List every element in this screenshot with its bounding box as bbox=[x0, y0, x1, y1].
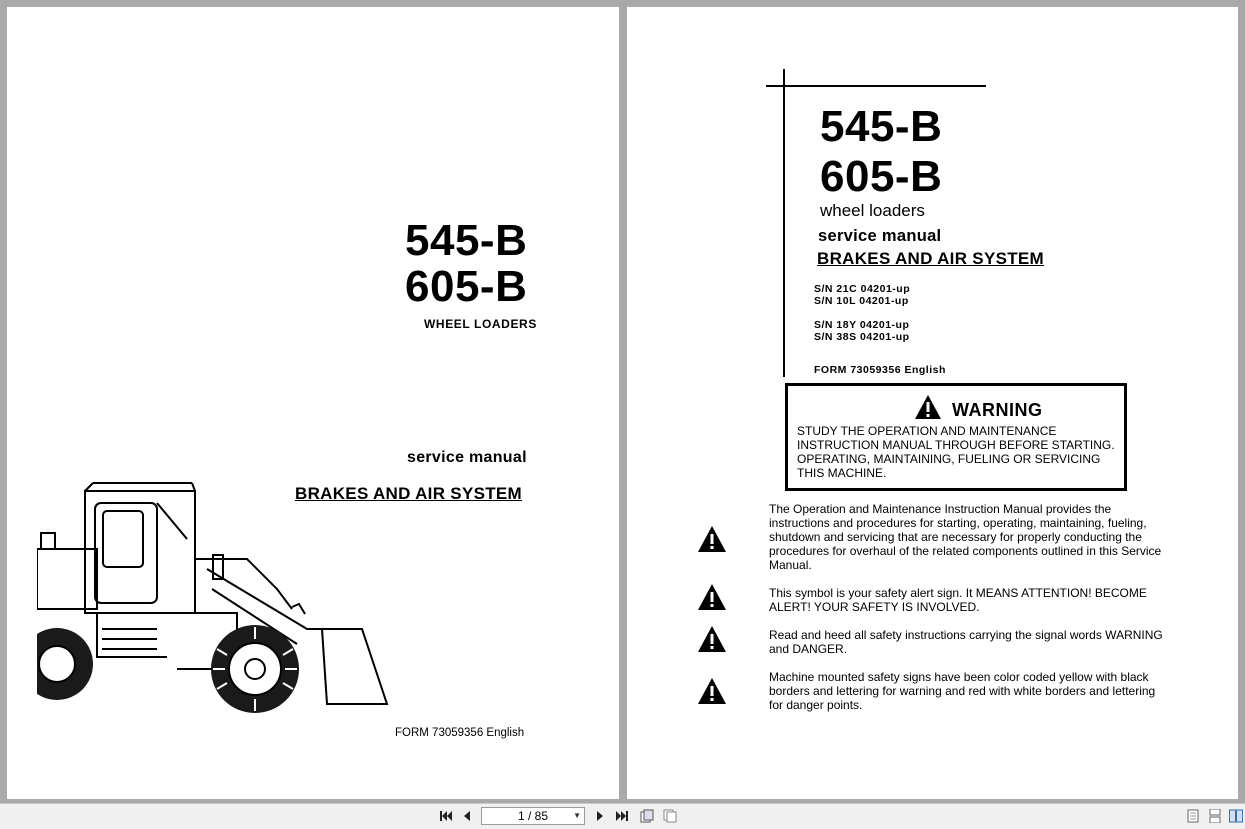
paragraph: This symbol is your safety alert sign. It MEANS ATTENTION! BECOME ALERT! YOUR SAFETY IS INVOLVED. bbox=[769, 586, 1147, 614]
viewer-toolbar bbox=[0, 803, 1245, 829]
model-number-545b: 545-B bbox=[820, 102, 943, 151]
service-manual-label: service manual bbox=[407, 449, 527, 466]
serial-number: S/N 21C 04201-up bbox=[814, 283, 911, 295]
prev-page-icon[interactable] bbox=[460, 809, 474, 823]
rule-vertical bbox=[783, 69, 785, 377]
form-number: FORM 73059356 English bbox=[814, 364, 946, 376]
document-page-left bbox=[7, 7, 619, 799]
safety-alert-icon bbox=[697, 525, 727, 553]
document-page-right bbox=[627, 7, 1238, 799]
warning-triangle-icon bbox=[914, 394, 942, 420]
service-manual-label: service manual bbox=[818, 227, 942, 245]
safety-alert-icon bbox=[697, 583, 727, 611]
page-indicator: 1 / 85 bbox=[517, 809, 549, 823]
warning-title: WARNING bbox=[952, 400, 1043, 420]
safety-alert-icon bbox=[697, 677, 727, 705]
paragraph: Read and heed all safety instructions carrying the signal words WARNING and DANGER. bbox=[769, 628, 1163, 656]
paragraph: Machine mounted safety signs have been color coded yellow with black borders and lettering for warning and red with white borders and lettering for danger points. bbox=[769, 670, 1156, 712]
first-page-icon[interactable] bbox=[439, 809, 453, 823]
rule-horizontal bbox=[766, 85, 986, 87]
model-number-605b: 605-B bbox=[820, 152, 943, 201]
wheel-loader-illustration bbox=[37, 479, 407, 719]
safety-alert-icon bbox=[697, 625, 727, 653]
last-page-icon[interactable] bbox=[615, 809, 629, 823]
single-page-view-icon[interactable] bbox=[1186, 809, 1200, 823]
fit-width-icon[interactable] bbox=[663, 809, 677, 823]
model-number-605b: 605-B bbox=[405, 262, 528, 311]
serial-number: S/N 18Y 04201-up bbox=[814, 319, 910, 331]
model-number-545b: 545-B bbox=[405, 216, 528, 265]
continuous-view-icon[interactable] bbox=[1208, 809, 1222, 823]
two-page-view-icon[interactable] bbox=[1229, 809, 1243, 823]
page-number-select[interactable] bbox=[481, 807, 585, 825]
subtitle-wheel-loaders: wheel loaders bbox=[820, 201, 925, 220]
warning-text: STUDY THE OPERATION AND MAINTENANCE INSTRUCTION MANUAL THROUGH BEFORE STARTING. OPERATING, MAINTAINING, FUELING OR SERVICING THIS MACHINE. bbox=[797, 424, 1115, 480]
serial-number: S/N 38S 04201-up bbox=[814, 331, 910, 343]
subtitle-wheel-loaders: WHEEL LOADERS bbox=[424, 317, 537, 331]
section-title: BRAKES AND AIR SYSTEM bbox=[295, 484, 523, 503]
paragraph: The Operation and Maintenance Instruction Manual provides the instructions and procedures for starting, operating, maintaining, fueling, shutdown and servicing that are necessary for properly conducting the procedures for overhaul of the related components outlined in this Service Manual. bbox=[769, 502, 1162, 572]
form-number: FORM 73059356 English bbox=[395, 727, 525, 739]
fit-page-icon[interactable] bbox=[640, 809, 654, 823]
next-page-icon[interactable] bbox=[593, 809, 607, 823]
serial-number: S/N 10L 04201-up bbox=[814, 295, 909, 307]
dropdown-arrow-icon: ▼ bbox=[573, 811, 581, 820]
section-title: BRAKES AND AIR SYSTEM bbox=[817, 249, 1045, 268]
warning-box bbox=[785, 383, 1127, 491]
